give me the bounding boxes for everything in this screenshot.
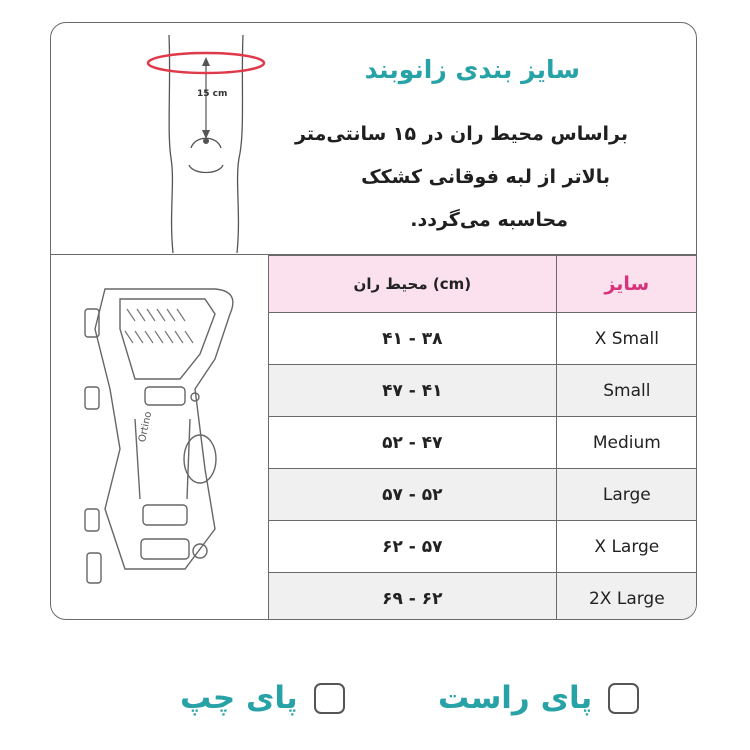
brace-logo: Ortino bbox=[137, 410, 155, 444]
page-title: سایز بندی زانوبند bbox=[364, 55, 580, 84]
range-cell: ۴۷ - ۵۲ bbox=[269, 417, 557, 469]
size-cell: Large bbox=[556, 469, 697, 521]
column-header-range: محیط ران (cm) bbox=[269, 256, 557, 313]
description-line-3: محاسبه می‌گردد. bbox=[410, 209, 568, 231]
size-cell: Medium bbox=[556, 417, 697, 469]
table-row bbox=[269, 313, 698, 365]
size-cell: X Small bbox=[556, 313, 697, 365]
right-leg-label[interactable]: پای راست bbox=[438, 680, 593, 716]
size-cell: Small bbox=[556, 365, 697, 417]
table-row bbox=[269, 417, 698, 469]
range-cell: ۵۷ - ۶۲ bbox=[269, 521, 557, 573]
description-line-1: براساس محیط ران در ۱۵ سانتی‌متر bbox=[295, 123, 628, 145]
size-table bbox=[268, 255, 697, 620]
range-cell: ۴۱ - ۴۷ bbox=[269, 365, 557, 417]
left-leg-label[interactable]: پای چپ bbox=[180, 680, 298, 716]
size-guide-card bbox=[50, 22, 697, 620]
right-leg-option[interactable] bbox=[438, 680, 639, 716]
diagram-measure-label: 15 cm bbox=[197, 89, 228, 99]
table-header-row bbox=[269, 256, 698, 313]
table-row bbox=[269, 573, 698, 621]
knee-brace-illustration bbox=[65, 269, 265, 609]
column-header-size: سایز bbox=[556, 256, 697, 313]
range-cell: ۵۲ - ۵۷ bbox=[269, 469, 557, 521]
range-cell: ۳۸ - ۴۱ bbox=[269, 313, 557, 365]
description-line-2: بالاتر از لبه فوقانی کشکک bbox=[361, 166, 610, 188]
left-leg-checkbox[interactable] bbox=[314, 683, 345, 714]
measurement-section bbox=[51, 23, 696, 255]
table-row bbox=[269, 521, 698, 573]
range-cell: ۶۲ - ۶۹ bbox=[269, 573, 557, 621]
leg-measurement-diagram bbox=[131, 23, 281, 253]
table-row bbox=[269, 365, 698, 417]
table-row bbox=[269, 469, 698, 521]
measurement-description bbox=[268, 113, 628, 242]
right-leg-checkbox[interactable] bbox=[608, 683, 639, 714]
size-cell: 2X Large bbox=[556, 573, 697, 621]
left-leg-option[interactable] bbox=[180, 680, 345, 716]
size-cell: X Large bbox=[556, 521, 697, 573]
